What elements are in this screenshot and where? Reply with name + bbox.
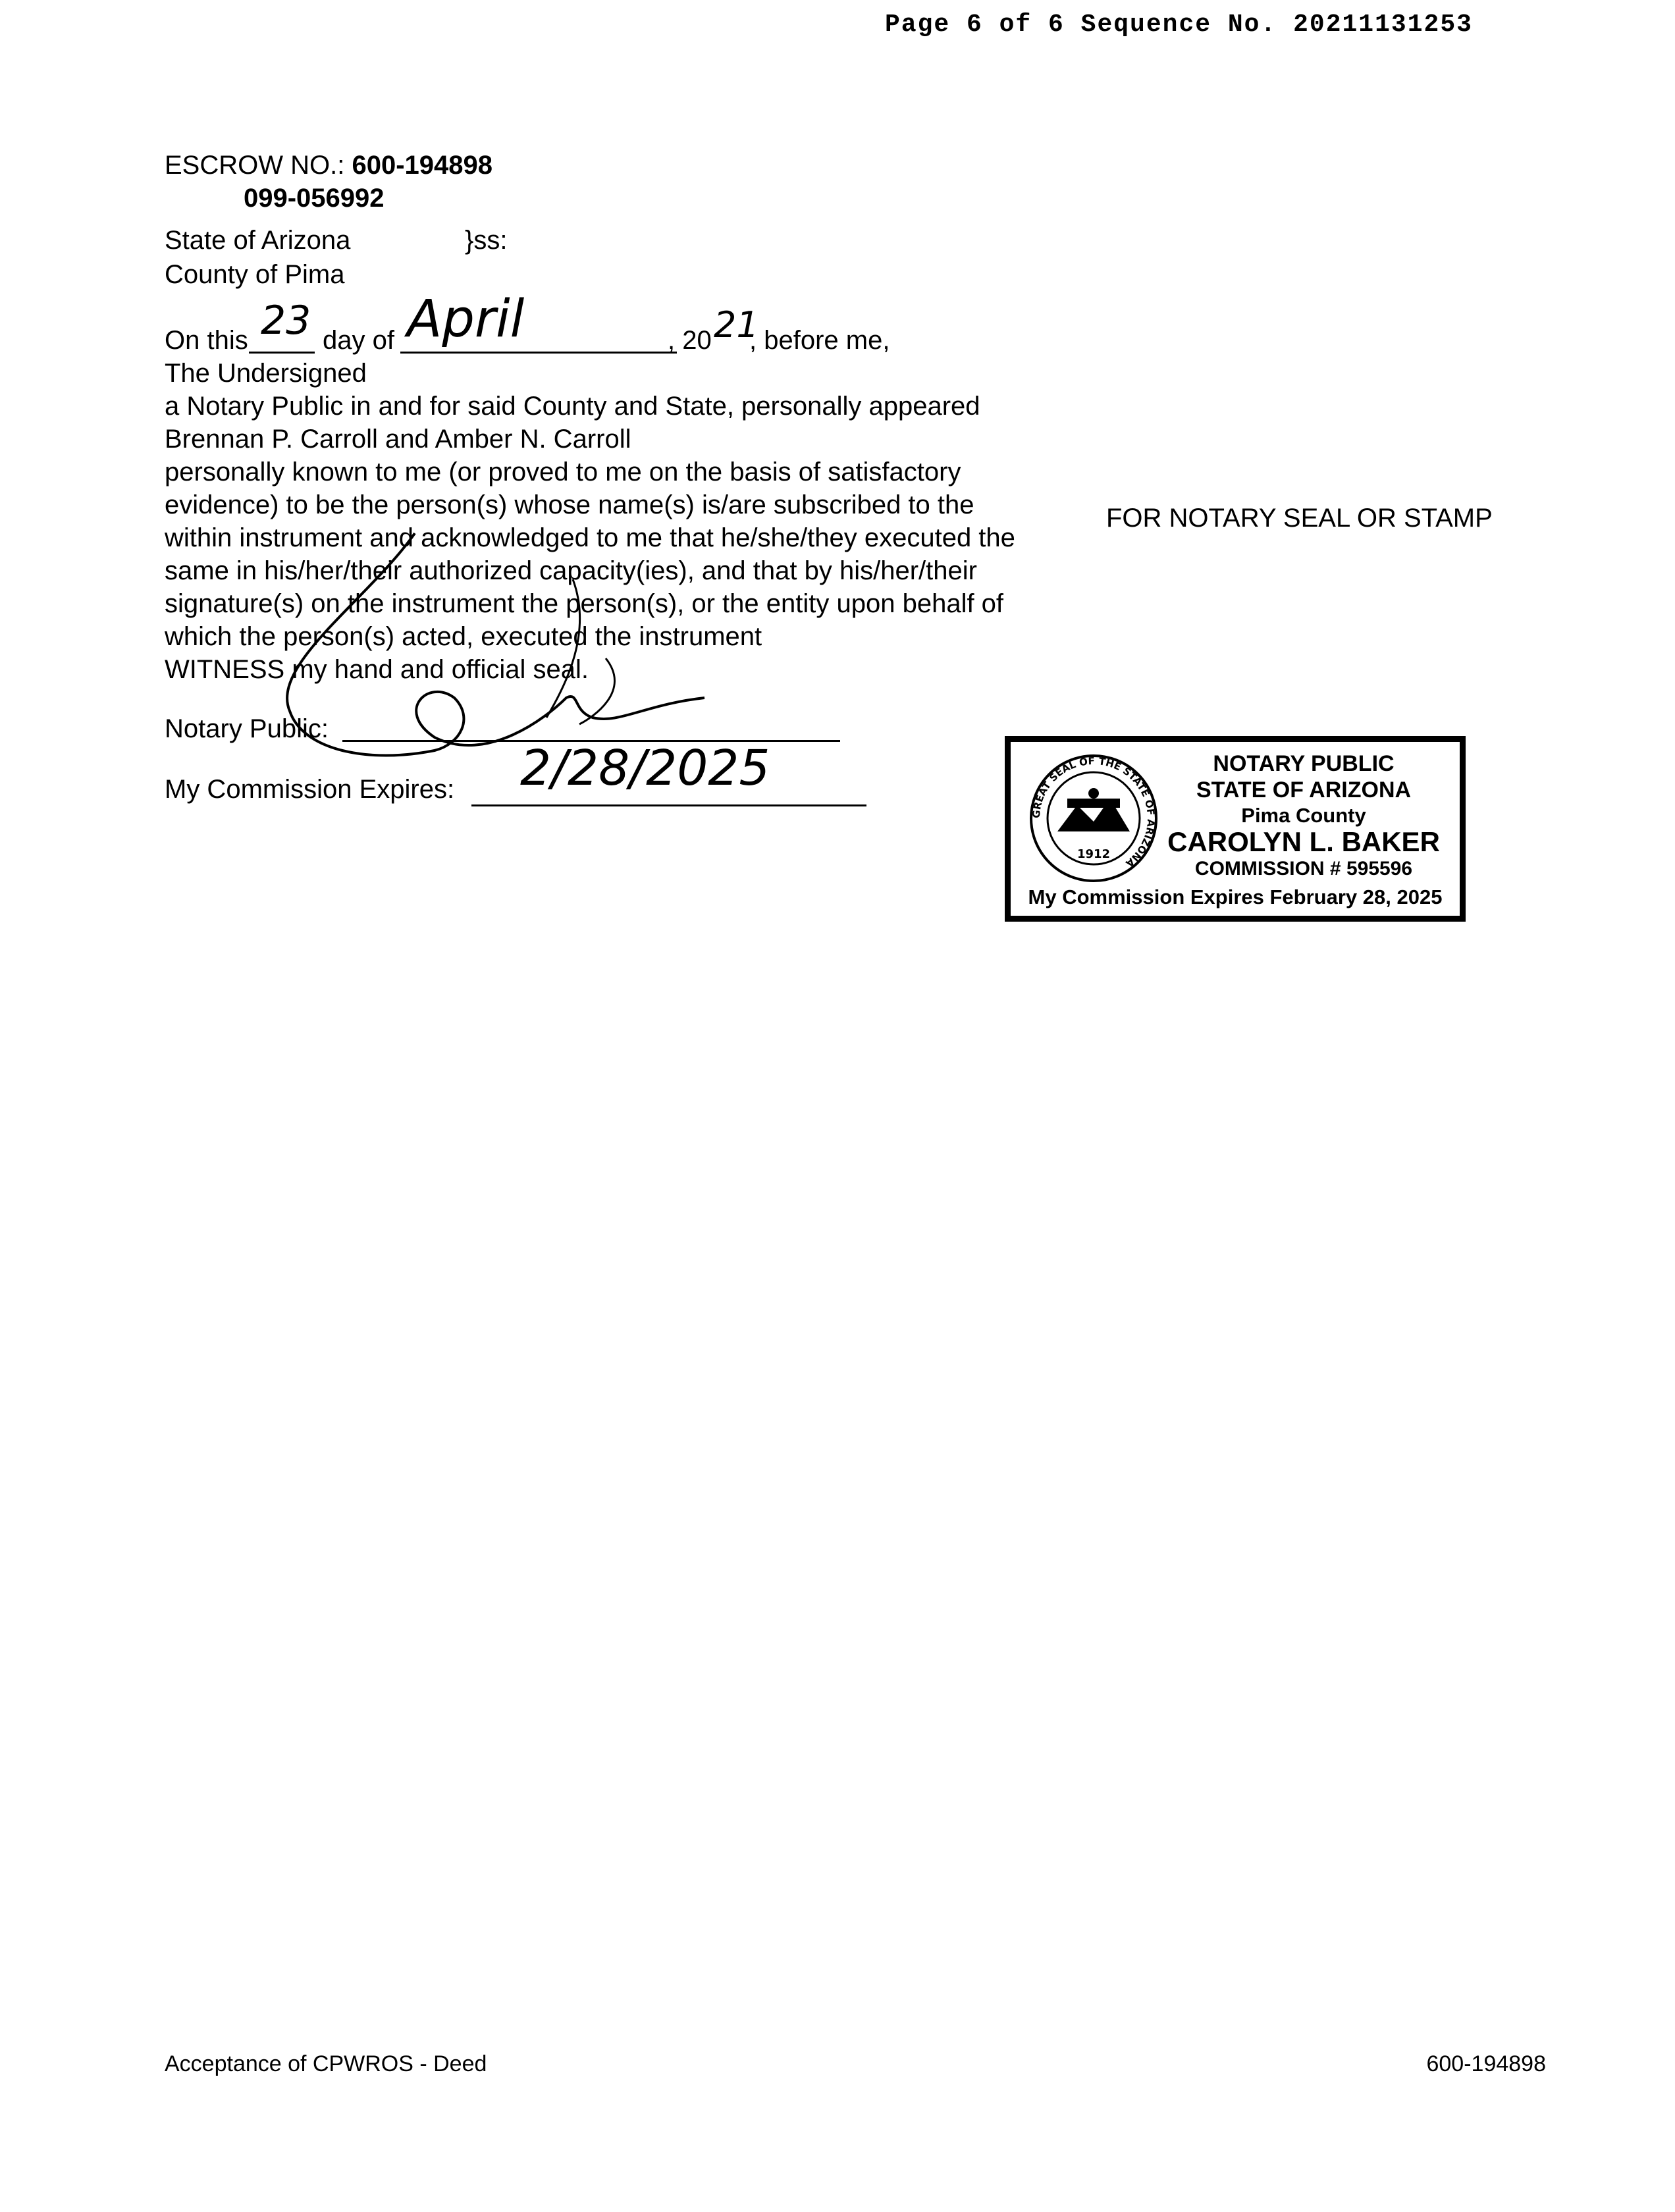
ack-line: WITNESS my hand and official seal. bbox=[165, 655, 589, 684]
ack-line: signature(s) on the instrument the person(s), or the entity upon behalf of bbox=[165, 589, 1004, 618]
stamp-expiration: My Commission Expires February 28, 2025 bbox=[1028, 885, 1443, 908]
commission-underline bbox=[471, 804, 866, 806]
year-prefix: , 20 bbox=[668, 326, 712, 355]
ack-line: personally known to me (or proved to me on the basis of satisfactory bbox=[165, 458, 961, 487]
handwritten-year: 21 bbox=[714, 304, 759, 346]
officer-name: The Undersigned bbox=[165, 359, 367, 388]
great-seal-icon bbox=[1028, 752, 1159, 884]
second-escrow-number: 099-056992 bbox=[244, 184, 385, 213]
handwritten-month: April bbox=[407, 290, 525, 349]
venue-county: County of Pima bbox=[165, 260, 345, 289]
notary-signature bbox=[263, 500, 764, 777]
stamp-state: STATE OF ARIZONA bbox=[1196, 777, 1412, 803]
notary-public-label: Notary Public: bbox=[165, 714, 329, 743]
before-me-label: , before me, bbox=[749, 326, 890, 355]
ack-line: same in his/her/their authorized capacity(ies), and that by his/her/their bbox=[165, 556, 977, 585]
ack-line: Brennan P. Carroll and Amber N. Carroll bbox=[165, 425, 631, 454]
ack-line: evidence) to be the person(s) whose name(s) is/are subscribed to the bbox=[165, 490, 974, 519]
footer-document-title: Acceptance of CPWROS - Deed bbox=[165, 2051, 487, 2076]
handwritten-day: 23 bbox=[261, 298, 311, 344]
svg-text:GREAT SEAL OF THE STATE OF ARI: GREAT SEAL OF THE STATE OF ARIZONA bbox=[1030, 754, 1157, 870]
seal-area-label: FOR NOTARY SEAL OR STAMP bbox=[1106, 504, 1493, 533]
escrow-number: 600-194898 bbox=[352, 151, 493, 180]
notary-stamp bbox=[1005, 736, 1466, 922]
month-underline bbox=[400, 352, 677, 354]
escrow-number-line bbox=[165, 149, 492, 182]
commission-expires-label: My Commission Expires: bbox=[165, 775, 455, 804]
venue-ss: }ss: bbox=[465, 226, 508, 255]
svg-text:1912: 1912 bbox=[1077, 847, 1111, 861]
ack-line: a Notary Public in and for said County and State, personally appeared bbox=[165, 392, 980, 421]
escrow-label: ESCROW NO.: bbox=[165, 151, 345, 180]
ack-line: within instrument and acknowledged to me that he/she/they executed the bbox=[165, 523, 1015, 552]
stamp-notary-name: CAROLYN L. BAKER bbox=[1167, 826, 1440, 857]
page-sequence-header: Page 6 of 6 Sequence No. 20211131253 bbox=[885, 11, 1473, 39]
ack-line: which the person(s) acted, executed the instrument bbox=[165, 622, 762, 651]
on-this-label: On this bbox=[165, 326, 248, 355]
venue-state: State of Arizona bbox=[165, 226, 351, 255]
footer-escrow-number: 600-194898 bbox=[1426, 2051, 1546, 2076]
stamp-notary-public: NOTARY PUBLIC bbox=[1213, 751, 1395, 776]
stamp-commission-number: COMMISSION # 595596 bbox=[1194, 858, 1413, 880]
day-of-label: day of bbox=[323, 326, 394, 355]
handwritten-commission-date: 2/28/2025 bbox=[520, 740, 770, 797]
day-underline bbox=[249, 352, 315, 354]
stamp-county: Pima County bbox=[1241, 804, 1366, 827]
